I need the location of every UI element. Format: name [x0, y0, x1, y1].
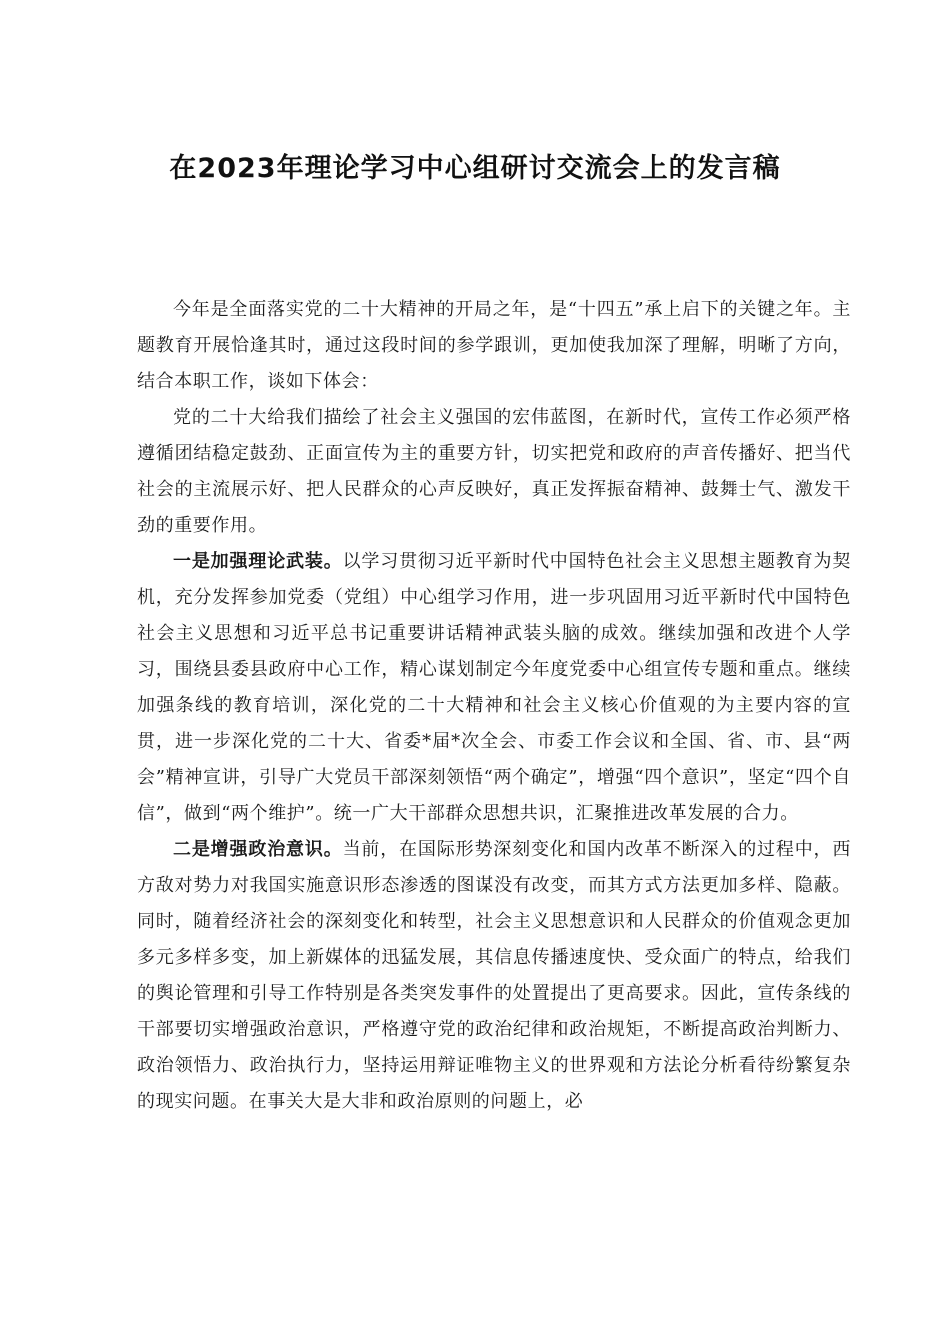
paragraph-blueprint: [137, 400, 851, 544]
paragraph-theory: [137, 544, 851, 832]
paragraph-intro: [137, 292, 851, 400]
paragraph-lead-heading: 二是增强政治意识。: [173, 839, 343, 860]
paragraph-text: 今年是全面落实党的二十大精神的开局之年，是“十四五”承上启下的关键之年。主题教育开展恰逢其时，通过这段时间的参学跟训，更加使我加深了理解，明晰了方向，结合本职工作，谈如下体会：: [137, 299, 851, 392]
document-title: 在2023年理论学习中心组研讨交流会上的发言稿: [169, 153, 781, 184]
paragraph-text: 以学习贯彻习近平新时代中国特色社会主义思想主题教育为契机，充分发挥参加党委（党组）中心组学习作用，进一步巩固用习近平新时代中国特色社会主义思想和习近平总书记重要讲话精神武装头脑的成效。继续加强和改进个人学习，围绕县委县政府中心工作，精心谋划制定今年度党委中心组宣传专题和重点。继续加强条线的教育培训，深化党的二十大精神和社会主义核心价值观的为主要内容的宣贯，进一步深化党的二十大、省委*届*次全会、市委工作会议和全国、省、市、县“两会”精神宣讲，引导广大党员干部深刻领悟“两个确定”，增强“四个意识”，坚定“四个自信”，做到“两个维护”。统一广大干部群众思想共识，汇聚推进改革发展的合力。: [137, 551, 851, 824]
paragraph-lead-heading: 一是加强理论武装。: [173, 551, 343, 572]
paragraph-text: 当前，在国际形势深刻变化和国内改革不断深入的过程中，西方敌对势力对我国实施意识形态渗透的图谋没有改变，而其方式方法更加多样、隐蔽。同时，随着经济社会的深刻变化和转型，社会主义思想意识和人民群众的价值观念更加多元多样多变，加上新媒体的迅猛发展，其信息传播速度快、受众面广的特点，给我们的舆论管理和引导工作特别是各类突发事件的处置提出了更高要求。因此，宣传条线的干部要切实增强政治意识，严格遵守党的政治纪律和政治规矩，不断提高政治判断力、政治领悟力、政治执行力，坚持运用辩证唯物主义的世界观和方法论分析看待纷繁复杂的现实问题。在事关大是大非和政治原则的问题上，必: [137, 839, 851, 1112]
paragraph-political: [137, 832, 851, 1120]
paragraph-text: 党的二十大给我们描绘了社会主义强国的宏伟蓝图，在新时代，宣传工作必须严格遵循团结稳定鼓劲、正面宣传为主的重要方针，切实把党和政府的声音传播好、把当代社会的主流展示好、把人民群众的心声反映好，真正发挥振奋精神、鼓舞士气、激发干劲的重要作用。: [137, 407, 851, 536]
document-body: [137, 292, 851, 1120]
